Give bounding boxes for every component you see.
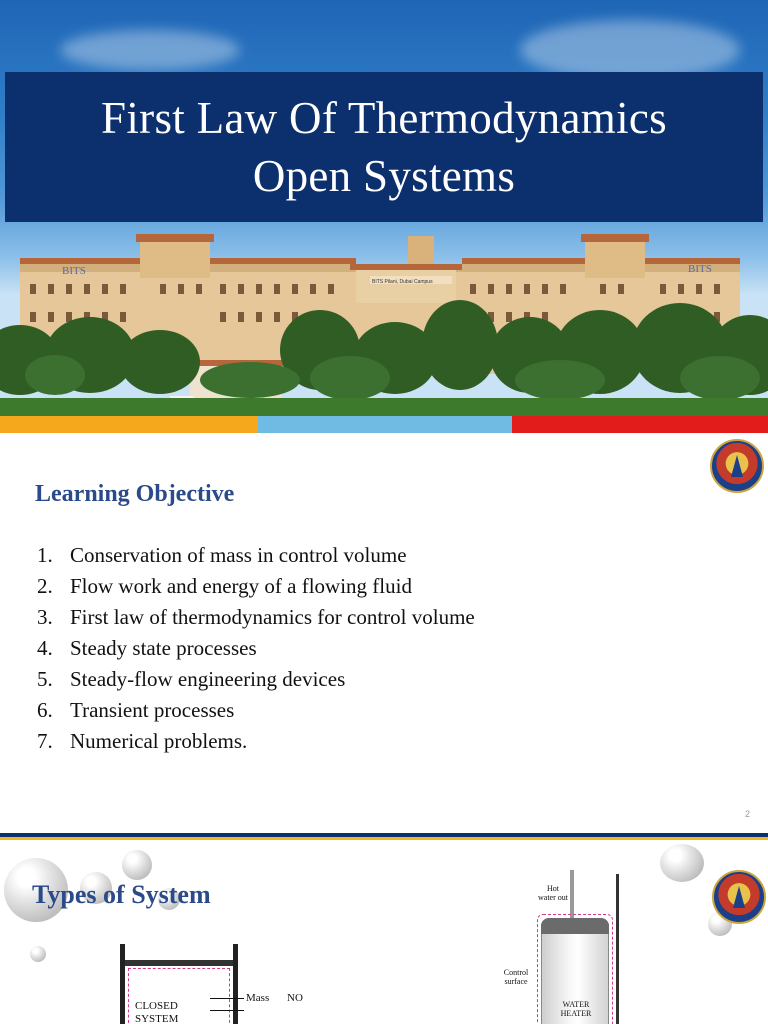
- cloud: [60, 30, 240, 70]
- list-item: [37, 695, 475, 726]
- title-line-1: First Law Of Thermodynamics: [101, 93, 667, 143]
- list-item: [37, 540, 475, 571]
- arrow-out: [210, 998, 244, 999]
- arrow-in: [210, 1010, 244, 1011]
- list-item: [37, 726, 475, 757]
- item-number: 6.: [37, 698, 53, 722]
- title-slide: [0, 0, 768, 433]
- decorative-bubble: [122, 850, 152, 880]
- decorative-bubble: [660, 844, 704, 882]
- decorative-bubble: [30, 946, 46, 962]
- stripe-orange: [0, 416, 258, 433]
- item-text: First law of thermodynamics for control volume: [70, 605, 475, 629]
- lawn: [0, 398, 768, 416]
- bits-logo: [710, 439, 764, 493]
- stripe-red: [512, 416, 768, 433]
- item-text: Transient processes: [70, 698, 235, 722]
- item-text: Numerical problems.: [70, 729, 248, 753]
- hot-water-label: Hot water out: [538, 884, 568, 902]
- learning-objective-heading: Learning Objective: [35, 481, 235, 507]
- pipe: [616, 874, 619, 1024]
- types-of-system-heading: Types of System: [32, 880, 211, 909]
- water-heater-cap: [541, 918, 609, 934]
- closed-system-diagram: [120, 944, 238, 1024]
- hot-water-pipe: [570, 870, 574, 920]
- title-line-2: Open Systems: [252, 151, 516, 201]
- item-number: 2.: [37, 574, 53, 598]
- item-number: 3.: [37, 605, 53, 629]
- item-number: 7.: [37, 729, 53, 753]
- list-item: [37, 602, 475, 633]
- item-number: 5.: [37, 667, 53, 691]
- item-text: Steady state processes: [70, 636, 257, 660]
- stripe-blue: [258, 416, 512, 433]
- item-number: 4.: [37, 636, 53, 660]
- list-item: [37, 571, 475, 602]
- learning-objective-slide: [0, 433, 768, 833]
- mass-label: Mass: [246, 992, 270, 1004]
- water-heater-label: WATER HEATER: [560, 1000, 592, 1018]
- item-text: Conservation of mass in control volume: [70, 543, 407, 567]
- item-number: 1.: [37, 543, 53, 567]
- building-letters-left: BITS: [62, 265, 86, 277]
- building-letters-right: BITS: [688, 263, 712, 275]
- cloud: [520, 20, 740, 80]
- page-number: 2: [744, 809, 750, 819]
- closed-system-label: CLOSED SYSTEM: [135, 1000, 179, 1024]
- types-of-system-slide: [0, 840, 768, 1024]
- list-item: [37, 664, 475, 695]
- no-label: NO: [287, 992, 303, 1004]
- list-item: [37, 633, 475, 664]
- trees-foreground: [0, 300, 768, 410]
- item-text: Flow work and energy of a flowing fluid: [70, 574, 412, 598]
- title-banner: [5, 72, 763, 222]
- building-sign: BITS Pilani, Dubai Campus: [372, 279, 433, 285]
- bits-logo: [712, 870, 766, 924]
- container-wall-right: [233, 944, 238, 1024]
- container-wall-left: [120, 944, 125, 1024]
- control-surface-label: Control surface: [503, 968, 529, 986]
- item-text: Steady-flow engineering devices: [70, 667, 346, 691]
- objectives-list: [37, 540, 475, 757]
- piston: [125, 960, 233, 966]
